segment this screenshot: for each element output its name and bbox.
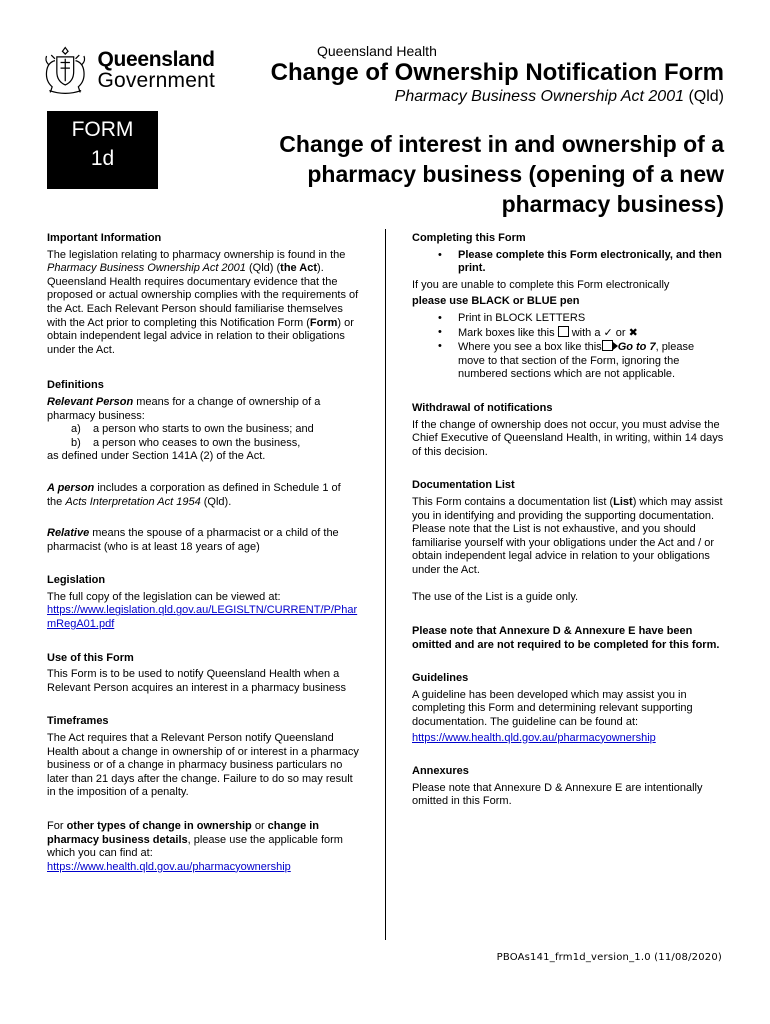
- relevant-person-definition: Relevant Person means for a change of ownership of a pharmacy business:: [47, 395, 321, 422]
- person-definition: A person includes a corporation as defined in Schedule 1 of the Acts Interpretation Act 1954 (Qld).: [47, 481, 341, 508]
- page-title-line2: pharmacy business (opening of a new: [307, 161, 724, 187]
- guidelines-text: A guideline has been developed which may assist you in completing this Form and determining relevant supporting documentation. The guideline can be found at:: [412, 688, 693, 729]
- list-item: • Print in BLOCK LETTERS: [438, 312, 724, 326]
- withdrawal-heading: Withdrawal of notifications: [412, 401, 553, 414]
- list-guide-text: The use of the List is a guide only.: [412, 591, 579, 604]
- form-number-badge: [47, 111, 158, 189]
- form-badge-line1: FORM: [71, 118, 134, 141]
- column-divider: [385, 229, 386, 940]
- act-reference: [395, 88, 724, 106]
- completing-bullets-2: [412, 312, 724, 382]
- withdrawal-text: If the change of ownership does not occur, you must advise the Chief Executive of Queensland Health, in writing, within 14 days of this decision.: [412, 418, 724, 458]
- right-column: [412, 232, 724, 809]
- agency-name: Queensland Health: [317, 43, 437, 59]
- form-badge-line2: 1d: [90, 147, 115, 170]
- list-item: b) a person who ceases to own the business,: [71, 436, 301, 449]
- important-heading: Important Information: [47, 232, 162, 244]
- list-item: • Mark boxes like this with a ✓ or ✖: [438, 326, 724, 341]
- use-heading: Use of this Form: [47, 651, 134, 664]
- other-forms-link[interactable]: https://www.health.qld.gov.au/pharmacyownership: [47, 860, 291, 873]
- logo-line-queensland: Queensland: [97, 48, 215, 71]
- timeframes-heading: Timeframes: [47, 715, 109, 728]
- legislation-heading: Legislation: [47, 574, 106, 587]
- guidelines-link[interactable]: https://www.health.qld.gov.au/pharmacyownership: [412, 731, 656, 744]
- page-title-line3: pharmacy business): [501, 191, 724, 217]
- guidelines-heading: Guidelines: [412, 672, 469, 685]
- annexures-heading: Annexures: [412, 765, 469, 778]
- page-title: [204, 129, 724, 219]
- act-suffix: (Qld): [684, 88, 724, 105]
- document-version: PBOAs141_frm1d_version_1.0 (11/08/2020): [496, 952, 722, 963]
- checkbox-example-icon: [558, 326, 569, 337]
- legislation-text: The full copy of the legislation can be viewed at:: [47, 590, 281, 603]
- cross-icon: ✖: [628, 326, 638, 339]
- left-column: [47, 232, 359, 874]
- definition-source: as defined under Section 141A (2) of the Act.: [47, 450, 266, 463]
- unable-text: If you are unable to complete this Form electronically: [412, 278, 670, 291]
- important-text: The legislation relating to pharmacy ownership is found in the Pharmacy Business Ownership Act 2001 (Qld) (the Act). Queensland Health requires documentary evidence that the proposed or actual ownership complies with the requirements of the Act. Each Relevant Person should familiarise themselves with the Act prior to completing this Notification Form (Form) or obtain independent legal advice in relation to their obligations under the Act.: [47, 248, 359, 356]
- pen-instruction: please use BLACK or BLUE pen: [412, 295, 580, 308]
- form-title: Change of Ownership Notification Form: [270, 59, 724, 86]
- definitions-heading: Definitions: [47, 379, 104, 392]
- documentation-heading: Documentation List: [412, 479, 515, 492]
- annexures-text: Please note that Annexure D & Annexure E are intentionally omitted in this Form.: [412, 781, 703, 808]
- queensland-government-logo: [40, 42, 215, 98]
- list-item: • Where you see a box like this Go to 7, please move to that section of the Form, ignoring the numbered sections which are not applicable.: [438, 340, 724, 382]
- legislation-link[interactable]: https://www.legislation.qld.gov.au/LEGISLTN/CURRENT/P/PharmRegA01.pdf: [47, 604, 358, 631]
- annexure-note: Please note that Annexure D & Annexure E have been omitted and are not required to be completed for this form.: [412, 625, 720, 651]
- completing-bullets-1: [412, 249, 724, 276]
- logo-line-government: Government: [97, 69, 215, 92]
- relevant-person-list: [47, 423, 359, 450]
- relative-definition: Relative means the spouse of a pharmacist or a child of the pharmacist (who is at least 18 years of age): [47, 527, 339, 553]
- other-forms-text: For other types of change in ownership or change in pharmacy business details, please use the applicable form which you can find at:: [47, 820, 343, 860]
- page-title-line1: Change of interest in and ownership of a: [279, 131, 724, 157]
- list-item: a) a person who starts to own the business; and: [71, 423, 314, 436]
- list-item: • Please complete this Form electronically, and then print.: [438, 249, 724, 276]
- goto-box-icon: [602, 340, 613, 351]
- use-text: This Form is to be used to notify Queensland Health when a Relevant Person acquires an interest in a pharmacy business: [47, 668, 346, 694]
- timeframes-text: The Act requires that a Relevant Person notify Queensland Health about a change in ownership of or interest in a pharmacy business or of a change in pharmacy business particulars no later than 21 days after the change. Failure to do so may result in the imposition of a penalty.: [47, 732, 359, 799]
- completing-heading: Completing this Form: [412, 232, 526, 244]
- tick-icon: ✓: [603, 326, 613, 339]
- act-name: Pharmacy Business Ownership Act 2001: [394, 88, 684, 105]
- coat-of-arms-icon: [40, 42, 91, 98]
- documentation-text: This Form contains a documentation list (List) which may assist you in identifying and providing the supporting documentation. Please note that the List is not exhaustive, and you should familiarise yourself with your obligations under the Act and / or obtain independent legal advice in relation to your obligations under the Act.: [412, 495, 723, 576]
